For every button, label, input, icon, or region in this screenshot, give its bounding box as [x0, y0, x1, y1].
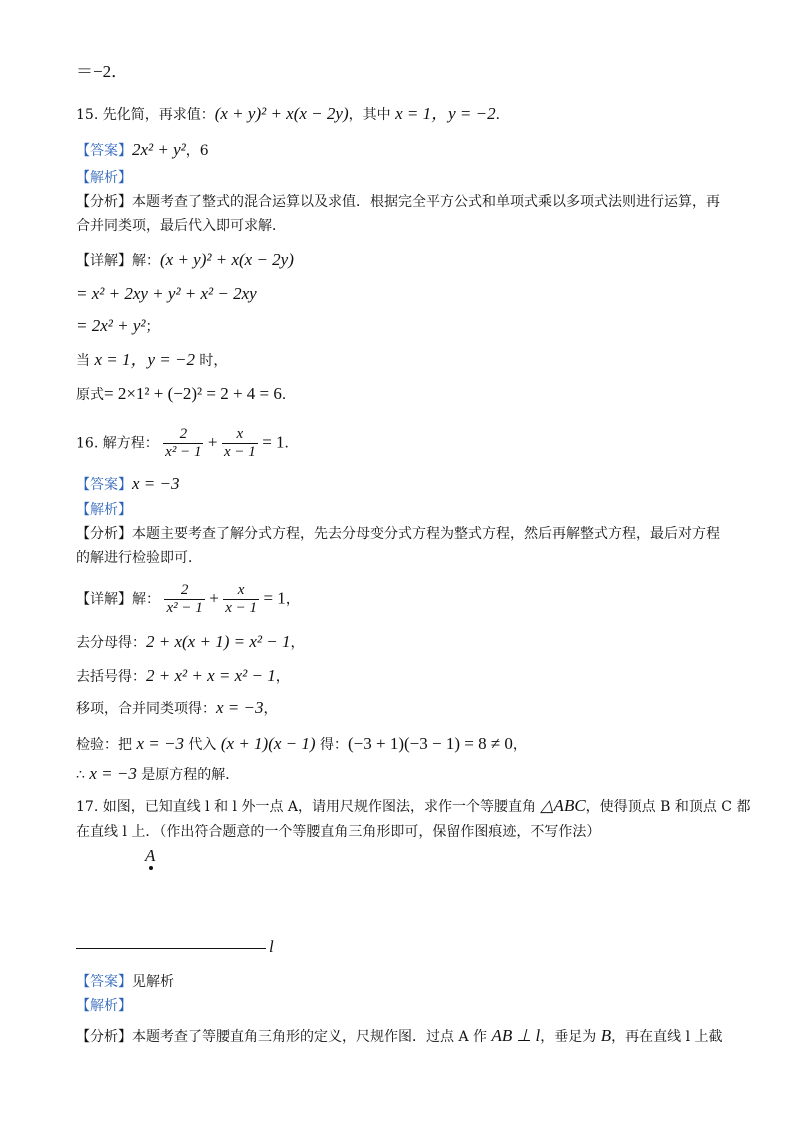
step-16-3: 移项，合并同类项得：x = −3，: [76, 698, 278, 717]
fraction: $\frac{2}{\text{x² − 1}}$: [165, 426, 202, 460]
xiangjie-15: 【详解】解：(x + y)² + x(x − 2y): [76, 250, 294, 269]
answer-16: 【答案】x = −3: [76, 474, 180, 493]
analysis-label-16: 【解析】: [76, 502, 132, 518]
xiangjie-16: 【详解】解： $\frac{2}{\text{x² − 1}}$ + $\frac{x}{x - 1}$ = 1，: [76, 582, 300, 616]
fenxi-15-line2: 合并同类项，最后代入即可求解．: [76, 218, 286, 234]
question-17-line1: 17. 如图，已知直线 l 和 l 外一点 A，请用尺规作图法，求作一个等腰直角 △ABC，使得顶点 B 和顶点 C 都: [76, 796, 751, 815]
step-15-3: 当 x = 1，y = −2 时，: [76, 350, 228, 369]
step-15-2: = 2x² + y²；: [76, 316, 160, 335]
fenxi-16-line2: 的解进行检验即可．: [76, 550, 202, 566]
q15-expression: (x + y)² + x(x − 2y): [214, 104, 349, 123]
fraction: $\frac{x}{x - 1}$: [225, 582, 258, 616]
point-a-dot: [149, 866, 153, 870]
question-15: 15. 先化简，再求值：(x + y)² + x(x − 2y)，其中 x = 1，y = −2．: [76, 104, 510, 123]
analysis-label-15: 【解析】: [76, 170, 132, 186]
line-l-label: l: [269, 937, 274, 956]
step-16-5: ∴ x = −3 是原方程的解．: [76, 764, 240, 783]
step-15-4: 原式= 2×1² + (−2)² = 2 + 4 = 6．: [76, 384, 296, 403]
fenxi-17: 【分析】本题考查了等腰直角三角形的定义，尺规作图．过点 A 作 AB ⊥ l，垂足为 B，再在直线 l 上截: [76, 1026, 723, 1045]
point-a-label: A: [145, 846, 156, 865]
answer-tag: 【答案】: [76, 143, 132, 159]
step-15-1: = x² + 2xy + y² + x² − 2xy: [76, 284, 257, 303]
q15-condition: x = 1，y = −2: [395, 104, 496, 123]
analysis-label-17: 【解析】: [76, 998, 132, 1014]
step-16-2: 去括号得：2 + x² + x = x² − 1，: [76, 666, 290, 685]
fenxi-16-line1: 【分析】本题主要考查了解分式方程，先去分母变分式方程为整式方程，然后再解整式方程，最后对方程: [76, 526, 720, 542]
line-l: [76, 948, 266, 949]
fraction: $\frac{x}{x - 1}$: [223, 426, 256, 460]
fraction: $\frac{2}{\text{x² − 1}}$: [166, 582, 203, 616]
line-result: ＝−2．: [76, 62, 129, 81]
question-17-line2: 在直线 l 上．（作出符合题意的一个等腰直角三角形即可，保留作图痕迹，不写作法）: [76, 824, 601, 840]
step-16-4: 检验：把 x = −3 代入 (x + 1)(x − 1) 得：(−3 + 1)(−3 − 1) = 8 ≠ 0，: [76, 734, 527, 753]
answer-15: 【答案】2x² + y²，6: [76, 140, 209, 159]
step-16-1: 去分母得：2 + x(x + 1) = x² − 1，: [76, 632, 305, 651]
answer-17: 【答案】见解析: [76, 974, 174, 990]
fenxi-15-line1: 【分析】本题考查了整式的混合运算以及求值．根据完全平方公式和单项式乘以多项式法则进行运算，再: [76, 194, 720, 210]
question-16: 16. 解方程： $\frac{2}{\text{x² − 1}}$ + $\frac{x}{x - 1}$ = 1．: [76, 426, 299, 460]
